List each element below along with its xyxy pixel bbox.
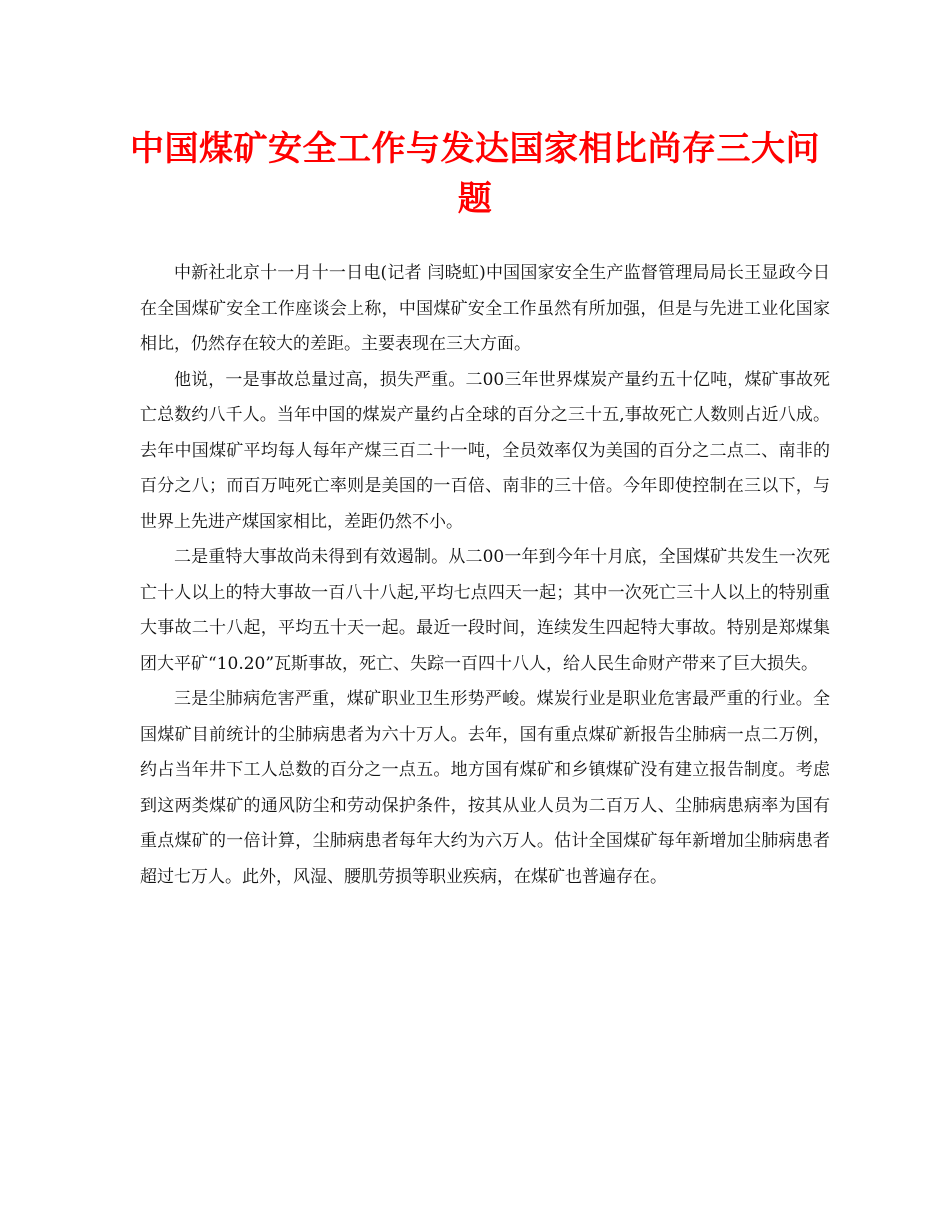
article-title: 中国煤矿安全工作与发达国家相比尚存三大问题 xyxy=(130,129,820,219)
paragraph: 中新社北京十一月十一日电(记者 闫晓虹)中国国家安全生产监督管理局局长王显政今日在全国煤矿安全工作座谈会上称，中国煤矿安全工作虽然有所加强，但是与先进工业化国家相比，仍然存在较大的差距。主要表现在三大方面。 xyxy=(140,263,830,354)
article-body xyxy=(140,256,830,895)
paragraph: 三是尘肺病危害严重，煤矿职业卫生形势严峻。煤炭行业是职业危害最严重的行业。全国煤矿目前统计的尘肺病患者为六十万人。去年，国有重点煤矿新报告尘肺病一点二万例，约占当年井下工人总数的百分之一点五。地方国有煤矿和乡镇煤矿没有建立报告制度。考虑到这两类煤矿的通风防尘和劳动保护条件，按其从业人员为二百万人、尘肺病患病率为国有重点煤矿的一倍计算，尘肺病患者每年大约为六万人。估计全国煤矿每年新增加尘肺病患者超过七万人。此外，风湿、腰肌劳损等职业疾病，在煤矿也普遍存在。 xyxy=(140,689,830,887)
paragraph: 二是重特大事故尚未得到有效遏制。从二00一年到今年十月底，全国煤矿共发生一次死亡十人以上的特大事故一百八十八起,平均七点四天一起；其中一次死亡三十人以上的特别重大事故二十八起，平均五十天一起。最近一段时间，连续发生四起特大事故。特别是郑煤集团大平矿“10.20”瓦斯事故，死亡、失踪一百四十八人，给人民生命财产带来了巨大损失。 xyxy=(140,547,830,674)
paragraph: 他说，一是事故总量过高，损失严重。二00三年世界煤炭产量约五十亿吨，煤矿事故死亡总数约八千人。当年中国的煤炭产量约占全球的百分之三十五,事故死亡人数则占近八成。去年中国煤矿平均每人每年产煤三百二十一吨，全员效率仅为美国的百分之二点二、南非的百分之八；而百万吨死亡率则是美国的一百倍、南非的三十倍。今年即使控制在三以下，与世界上先进产煤国家相比，差距仍然不小。 xyxy=(140,369,830,532)
